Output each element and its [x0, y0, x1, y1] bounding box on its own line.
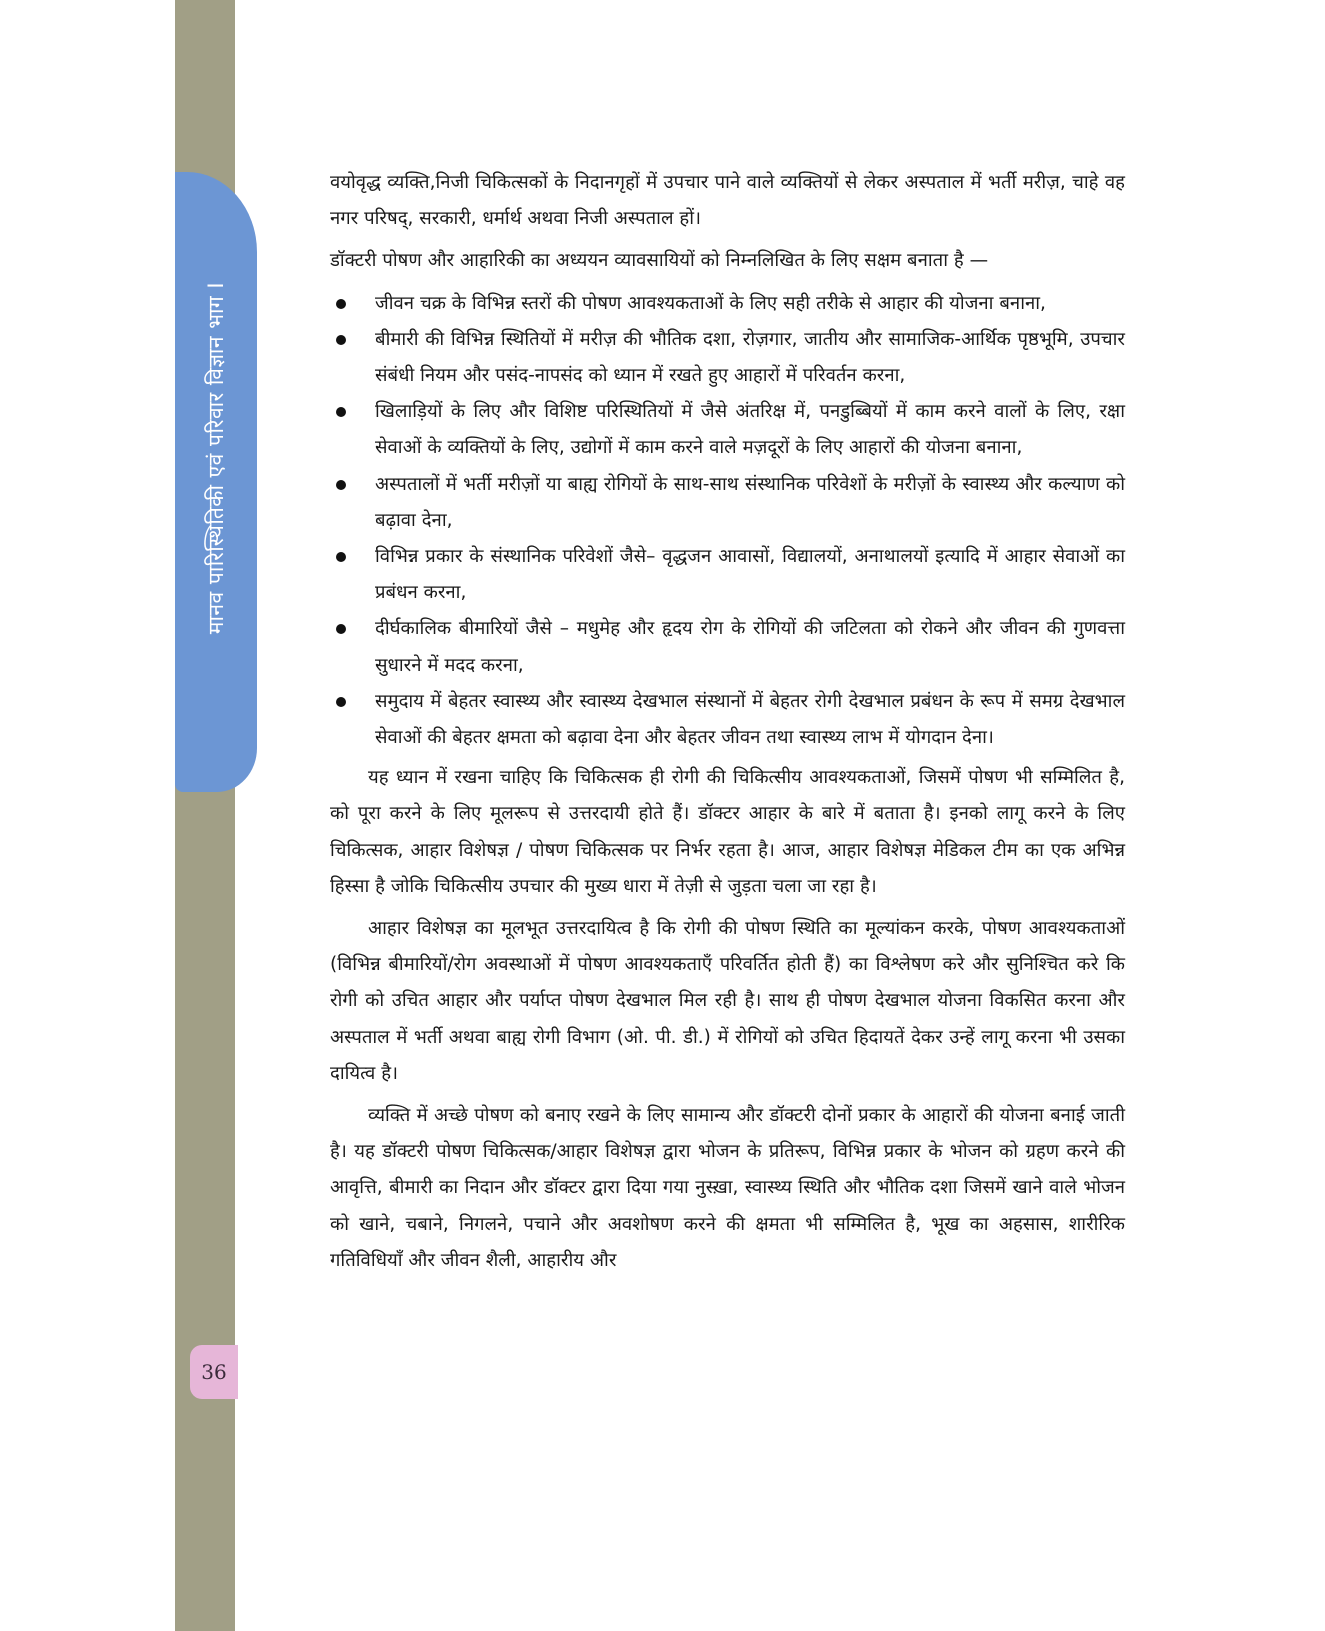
- bullet-icon: [336, 299, 346, 309]
- list-item: [330, 286, 1125, 322]
- intro-paragraph: वयोवृद्ध व्यक्ति,निजी चिकित्सकों के निदानगृहों में उपचार पाने वाले व्यक्तियों से लेकर अस्पताल में भर्ती मरीज़, चाहे वह नगर परिषद्, सरकारी, धर्मार्थ अथवा निजी अस्पताल हों।: [330, 172, 1125, 230]
- list-item-text: जीवन चक्र के विभिन्न स्तरों की पोषण आवश्यकताओं के लिए सही तरीके से आहार की योजना बनाना,: [375, 292, 1046, 314]
- list-item: [330, 322, 1125, 394]
- list-item-text: अस्पतालों में भर्ती मरीज़ों या बाह्य रोगियों के साथ-साथ संस्थानिक परिवेशों के मरीज़ों के स्वास्थ्य और कल्याण को बढ़ावा देना,: [375, 473, 1125, 531]
- bullet-icon: [336, 335, 346, 345]
- body-paragraph-diet-planning: व्यक्ति में अच्छे पोषण को बनाए रखने के लिए सामान्य और डॉक्टरी दोनों प्रकार के आहारों की योजना बनाई जाती है। यह डॉक्टरी पोषण चिकित्सक/आहार विशेषज्ञ द्वारा भोजन के प्रतिरूप, विभिन्न प्रकार के भोजन को ग्रहण करने की आवृत्ति, बीमारी का निदान और डॉक्टर द्वारा दिया गया नुस्ख़ा, स्वास्थ्य स्थिति और भौतिक दशा जिसमें खाने वाले भोजन को खाने, चबाने, निगलने, पचाने और अवशोषण करने की क्षमता भी सम्मिलित है, भूख का अहसास, शारीरिक गतिविधियाँ और जीवन शैली, आहारीय और: [330, 1105, 1125, 1271]
- bullet-icon: [336, 697, 346, 707]
- list-lead-text: डॉक्टरी पोषण और आहारिकी का अध्ययन व्यावसायियों को निम्नलिखित के लिए सक्षम बनाता है —: [330, 250, 989, 272]
- list-item: [330, 611, 1125, 683]
- body-paragraph-physician-role: यह ध्यान में रखना चाहिए कि चिकित्सक ही रोगी की चिकित्सीय आवश्यकताओं, जिसमें पोषण भी सम्मिलित है, को पूरा करने के लिए मूलरूप से उत्तरदायी होते हैं। डॉक्टर आहार के बारे में बताता है। इनको लागू करने के लिए चिकित्सक, आहार विशेषज्ञ / पोषण चिकित्सक पर निर्भर रहता है। आज, आहार विशेषज्ञ मेडिकल टीम का एक अभिन्न हिस्सा है जोकि चिकित्सीय उपचार की मुख्य धारा में तेज़ी से जुड़ता चला जा रहा है।: [330, 767, 1125, 897]
- benefits-list: [330, 286, 1125, 757]
- list-item-text: समुदाय में बेहतर स्वास्थ्य और स्वास्थ्य देखभाल संस्थानों में बेहतर रोगी देखभाल प्रबंधन के रूप में समग्र देखभाल सेवाओं की बेहतर क्षमता को बढ़ावा देना और बेहतर जीवन तथा स्वास्थ्य लाभ में योगदान देना।: [375, 690, 1125, 749]
- bullet-icon: [336, 552, 346, 562]
- list-item: [330, 539, 1125, 611]
- list-item: [330, 684, 1125, 756]
- body-paragraph-dietitian-responsibility: आहार विशेषज्ञ का मूलभूत उत्तरदायित्व है कि रोगी की पोषण स्थिति का मूल्यांकन करके, पोषण आवश्यकताओं (विभिन्न बीमारियों/रोग अवस्थाओं में पोषण आवश्यकताएँ परिवर्तित होती हैं) का विश्लेषण करे और सुनिश्चित करे कि रोगी को उचित आहार और पर्याप्त पोषण देखभाल मिल रही है। साथ ही पोषण देखभाल योजना विकसित करना और अस्पताल में भर्ती अथवा बाह्य रोगी विभाग (ओ. पी. डी.) में रोगियों को उचित हिदायतें देकर उन्हें लागू करना भी उसका दायित्व है।: [330, 918, 1125, 1084]
- bullet-icon: [336, 407, 346, 417]
- list-item: [330, 394, 1125, 466]
- bullet-icon: [336, 624, 346, 634]
- page-number-tab: [190, 1345, 238, 1399]
- list-item-text: खिलाड़ियों के लिए और विशिष्ट परिस्थितियों में जैसे अंतरिक्ष में, पनडुब्बियों में काम करने वालों के लिए, रक्षा सेवाओं के व्यक्तियों के लिए, उद्योगों में काम करने वाले मज़दूरों के लिए आहारों की योजना बनाना,: [375, 401, 1125, 459]
- list-item-text: विभिन्न प्रकार के संस्थानिक परिवेशों जैसे– वृद्धजन आवासों, विद्यालयों, अनाथालयों इत्यादि में आहार सेवाओं का प्रबंधन करना,: [375, 546, 1125, 604]
- list-item-text: दीर्घकालिक बीमारियों जैसे – मधुमेह और हृदय रोग के रोगियों की जटिलता को रोकने और जीवन की गुणवत्ता सुधारने में मदद करना,: [375, 618, 1125, 676]
- chapter-tab: [175, 172, 257, 792]
- page-number: 36: [201, 1360, 227, 1384]
- book-title: मानव पारिस्थितिकी एवं परिवार विज्ञान भाग I: [204, 281, 228, 635]
- list-item-text: बीमारी की विभिन्न स्थितियों में मरीज़ की भौतिक दशा, रोज़गार, जातीय और सामाजिक-आर्थिक पृष्ठभूमि, उपचार संबंधी नियम और पसंद-नापसंद को ध्यान में रखते हुए आहारों में परिवर्तन करना,: [375, 328, 1125, 387]
- page-body: [330, 165, 1125, 1285]
- bullet-icon: [336, 480, 346, 490]
- list-item: [330, 467, 1125, 539]
